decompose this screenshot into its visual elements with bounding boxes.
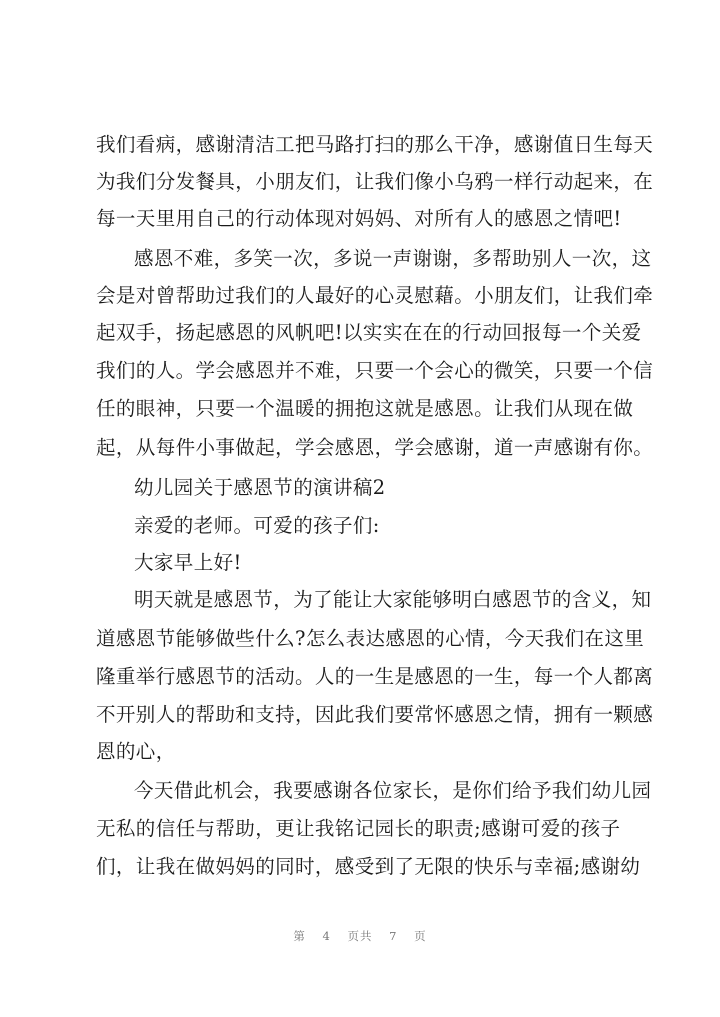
text-line: 起双手，扬起感恩的风帆吧!以实实在在的行动回报每一个关爱 [96,321,642,344]
salutation: 亲爱的老师。可爱的孩子们: [134,514,380,537]
text-line: 感恩不难，多笑一次，多说一声谢谢，多帮助别人一次，这 [134,247,652,270]
current-page-number: 4 [322,929,331,943]
text-line: 明天就是感恩节，为了能让大家能够明白感恩节的含义，知 [134,588,652,611]
text-line: 恩的心， [96,740,176,763]
page-label-mid: 页共 [347,929,373,943]
text-line: 隆重举行感恩节的活动。人的一生是感恩的一生，每一个人都离 [96,665,654,688]
page-footer [0,928,720,944]
text-line: 道感恩节能够做些什么?怎么表达感恩的心情，今天我们在这里 [96,627,645,650]
text-line: 无私的信任与帮助，更让我铭记园长的职责;感谢可爱的孩子 [96,817,621,840]
text-line: 会是对曾帮助过我们的人最好的心灵慰藉。小朋友们，让我们牵 [96,284,654,307]
text-line: 起，从每件小事做起，学会感恩，学会感谢，道一声感谢有你。 [96,436,654,459]
text-line: 任的眼神，只要一个温暖的拥抱这就是感恩。让我们从现在做 [96,397,634,420]
greeting: 大家早上好! [134,551,242,574]
page-label-suffix: 页 [414,929,427,943]
text-line: 今天借此机会，我要感谢各位家长，是你们给予我们幼儿园 [134,779,652,802]
text-line: 们，让我在做妈妈的同时，感受到了无限的快乐与幸福;感谢幼 [96,855,641,878]
section-heading: 幼儿园关于感恩节的演讲稿2 [134,476,386,499]
text-line: 为我们分发餐具，小朋友们，让我们像小乌鸦一样行动起来，在 [96,170,654,193]
text-line: 每一天里用自己的行动体现对妈妈、对所有人的感恩之情吧! [96,207,622,230]
text-line: 我们的人。学会感恩并不难，只要一个会心的微笑，只要一个信 [96,359,654,382]
text-line: 不开别人的帮助和支持，因此我们要常怀感恩之情，拥有一颗感 [96,703,654,726]
page-label-prefix: 第 [293,929,306,943]
total-pages-number: 7 [389,929,398,943]
text-line: 我们看病，感谢清洁工把马路打扫的那么干净，感谢值日生每天 [96,133,654,156]
